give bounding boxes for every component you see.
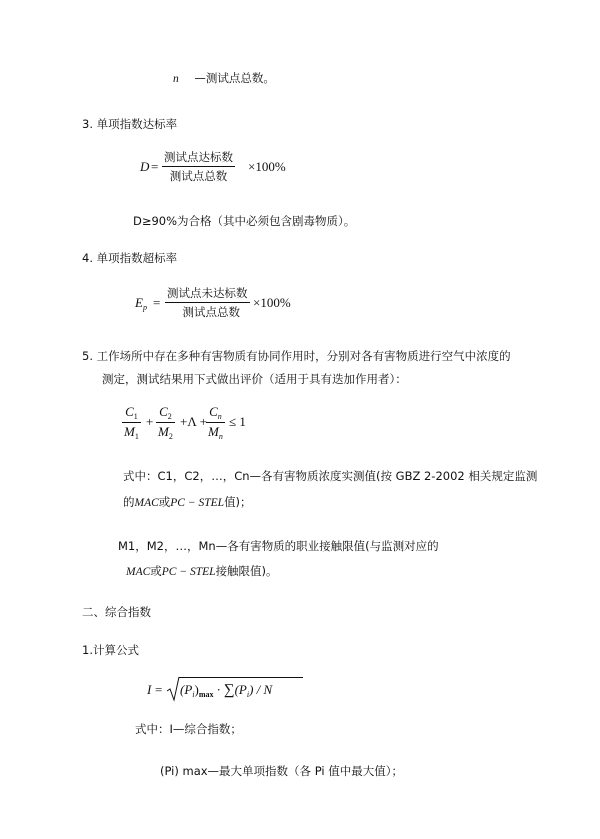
ratio-cn-mn	[206, 404, 225, 441]
part-2-subheading: 1.计算公式	[82, 643, 139, 657]
m-def-suffix: 接触限值)。	[215, 564, 278, 578]
pi-max-close: )	[194, 682, 199, 697]
section-5-heading-line1: 5. 工作场所中存在多种有害物质有协同作用时，分别对各有害物质进行空气中浓度的	[82, 349, 511, 363]
c1-letter: C	[125, 404, 134, 419]
pi-sum-sub: i	[246, 690, 250, 699]
formula-ep-times: ×100%	[253, 295, 291, 310]
formula-d-lhs: D	[140, 159, 150, 174]
formula-ep-denominator: 测试点总数	[182, 305, 240, 319]
section-5-heading-line2: 测定，测试结果用下式做出评价（适用于具有迭加作用者）：	[102, 372, 407, 386]
m-def-or: 或	[150, 564, 162, 578]
m-def-pc-stel: PC − STEL	[161, 566, 216, 578]
formula-ep-lhs-sub: p	[142, 303, 147, 312]
ratio-c2-m2	[156, 404, 175, 441]
ratio-c1-m1	[122, 404, 141, 441]
c-def-pc-stel: PC − STEL	[170, 497, 225, 509]
c-def-prefix: 的	[123, 495, 135, 509]
m-definition-line2	[126, 563, 278, 579]
n-definition	[173, 70, 275, 86]
cn-sub: n	[217, 412, 222, 421]
c1-sub: 1	[133, 412, 138, 421]
section-3-note: D≥90%为合格（其中必须包含剧毒物质）。	[133, 214, 356, 228]
formula-d-times: ×100%	[248, 159, 286, 174]
sqrt-vinculum	[179, 677, 303, 678]
formula-composite-index	[147, 676, 307, 706]
mn-sub: n	[218, 432, 223, 441]
section-3-heading: 3. 单项指数达标率	[82, 117, 178, 131]
c-definition-line2	[123, 494, 252, 510]
plus-lambda-plus: +Λ +	[180, 414, 208, 429]
part-2-heading: 二、综合指数	[82, 605, 151, 619]
formula-ep-numerator: 测试点未达标数	[165, 285, 250, 303]
formula-d-numerator: 测试点达标数	[162, 149, 235, 167]
c-definition-line1: 式中：C1，C2，…，Cn—各有害物质浓度实测值(按 GBZ 2-2002 相关规定监测	[123, 469, 538, 483]
formula-d-fraction	[162, 149, 235, 184]
formula-d-denominator: 测试点总数	[169, 169, 228, 183]
pi-max-definition: (Pi) max—最大单项指数（各 Pi 值中最大值）；	[160, 764, 403, 778]
ratio-c2	[156, 404, 175, 423]
m-def-mac: MAC	[126, 566, 151, 578]
sqrt-content	[180, 682, 272, 699]
section-4-heading: 4. 单项指数超标率	[82, 251, 178, 265]
ratio-m2	[156, 423, 175, 441]
formula-i-eq: =	[155, 682, 163, 697]
formula-ep-lhs-e: E	[135, 295, 143, 310]
formula-sum-ratio	[122, 404, 262, 444]
formula-ep-fraction	[165, 285, 250, 320]
formula-d-eq: =	[151, 159, 159, 174]
i-definition: 式中：I—综合指数；	[135, 722, 242, 736]
c-def-suffix: 值)；	[224, 495, 252, 509]
sqrt-radical-icon	[166, 676, 180, 702]
pi-max-sub: i	[192, 690, 195, 699]
pi-sum-open: (P	[234, 682, 247, 697]
ratio-c1	[122, 404, 141, 423]
c2-sub: 2	[167, 412, 172, 421]
m2-letter: M	[158, 424, 169, 439]
sum-sign: ∑	[223, 682, 235, 698]
c-def-mac: MAC	[134, 497, 159, 509]
n-definition-text: —测试点总数。	[194, 71, 275, 85]
plus-1: +	[146, 414, 154, 429]
cn-letter: C	[209, 404, 218, 419]
ratio-m1	[122, 423, 141, 441]
m1-sub: 1	[134, 432, 139, 441]
mn-letter: M	[208, 424, 219, 439]
formula-ep-lhs	[135, 295, 147, 312]
ratio-mn	[206, 423, 225, 441]
formula-i-lhs: I	[147, 682, 152, 697]
pi-max-open: (P	[180, 682, 193, 697]
ratio-cn	[206, 404, 225, 423]
max-subscript: max	[198, 690, 214, 699]
n-symbol: n	[173, 73, 179, 85]
less-equal-one: ≤ 1	[229, 414, 246, 429]
m-definition-line1: M1，M2，…，Mn—各有害物质的职业接触限值(与监测对应的	[118, 539, 439, 553]
m2-sub: 2	[168, 432, 173, 441]
cdot: ·	[216, 682, 221, 697]
c2-letter: C	[159, 404, 168, 419]
m1-letter: M	[124, 424, 135, 439]
formula-ep-eq: =	[153, 295, 161, 310]
pi-sum-close: ) / N	[249, 682, 273, 697]
c-def-or: 或	[158, 495, 171, 509]
